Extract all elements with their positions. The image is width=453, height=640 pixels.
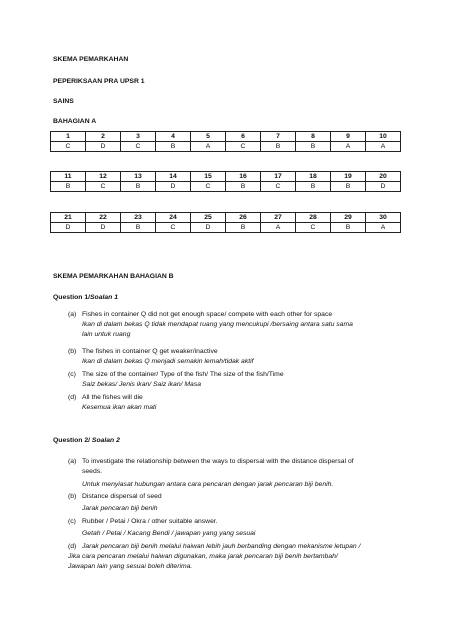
question-number: 7 [261, 132, 296, 142]
answer-malay: Jika cara pencaran melalui haiwan digunakan, maka jarak pencaran biji benih bertambah/ [68, 553, 338, 560]
answer-cell: C [86, 182, 121, 192]
question-number: 19 [331, 172, 366, 182]
question-number: 23 [121, 213, 156, 223]
question-number: 8 [296, 132, 331, 142]
table-row-numbers [51, 132, 401, 142]
question-number: 5 [191, 132, 226, 142]
answer-malay: Untuk menyiasat hubungan antara cara pencaran dengan jarak pencaran biji benih. [82, 481, 334, 488]
answer-malay: Jarak pencaran biji benih [82, 505, 158, 512]
question-number: 30 [366, 213, 401, 223]
question-1-heading [53, 294, 118, 301]
q2-item-b [68, 492, 408, 514]
answer-cell: D [86, 142, 121, 152]
answer-table-1 [50, 131, 401, 152]
question-number: 10 [366, 132, 401, 142]
answer-cell: A [261, 223, 296, 233]
answer-cell: C [261, 182, 296, 192]
answer-cell: B [51, 182, 86, 192]
question-number: 3 [121, 132, 156, 142]
answer-cell: B [331, 223, 366, 233]
table-row-answers [51, 142, 401, 152]
item-letter: (d) [68, 543, 77, 550]
q1-item-c [68, 370, 408, 390]
answer-table-2 [50, 171, 401, 192]
answer-cell: B [331, 182, 366, 192]
question-number: 13 [121, 172, 156, 182]
answer-english: To investigate the relationship between the ways to dispersal with the distance dispersal of [82, 458, 354, 465]
question-2-heading [53, 437, 120, 444]
question-number: 15 [191, 172, 226, 182]
answer-cell: A [366, 223, 401, 233]
answer-english: The fishes in container Q get weaker/inactive [82, 348, 218, 355]
answer-table-3 [50, 212, 401, 233]
question-number: 29 [331, 213, 366, 223]
q2-item-c [68, 517, 408, 539]
answer-english: Distance dispersal of seed [82, 493, 162, 500]
table-row-numbers [51, 213, 401, 223]
answer-malay: Saiz bekas/ Jenis ikan/ Saiz ikan/ Masa [82, 381, 202, 388]
answer-cell: D [366, 182, 401, 192]
question-number: 20 [366, 172, 401, 182]
item-letter: (b) [68, 493, 77, 500]
answer-malay: Getah / Petai / Kacang Bendi / jawapan yang yang sesuai [82, 530, 256, 537]
question-number: 1 [51, 132, 86, 142]
answer-cell: C [191, 182, 226, 192]
document-title: SKEMA PEMARKAHAN [53, 56, 129, 63]
question-number: 17 [261, 172, 296, 182]
answer-cell: C [156, 223, 191, 233]
question-number: 14 [156, 172, 191, 182]
question-1-label: Question 1/ [53, 294, 91, 301]
exam-name: PEPERIKSAAN PRA UPSR 1 [53, 78, 145, 85]
question-number: 21 [51, 213, 86, 223]
answer-cell: D [191, 223, 226, 233]
answer-malay: lain untuk ruang [82, 331, 131, 338]
question-number: 28 [296, 213, 331, 223]
q1-item-d [68, 393, 408, 413]
answer-cell: B [296, 142, 331, 152]
answer-cell: A [191, 142, 226, 152]
question-number: 11 [51, 172, 86, 182]
question-2-label: Question 2/ [53, 437, 92, 444]
q2-item-a [68, 457, 413, 490]
question-number: 26 [226, 213, 261, 223]
answer-cell: D [86, 223, 121, 233]
answer-english: The size of the container/ Type of the fish/ The size of the fish/Time [82, 371, 284, 378]
question-number: 9 [331, 132, 366, 142]
answer-cell: B [261, 142, 296, 152]
soalan-2-label: Soalan 2 [91, 437, 120, 444]
soalan-1-label: Soalan 1 [90, 294, 118, 301]
item-letter: (d) [68, 394, 77, 401]
answer-cell: D [51, 223, 86, 233]
answer-cell: A [366, 142, 401, 152]
question-number: 4 [156, 132, 191, 142]
answer-cell: C [296, 223, 331, 233]
section-a-title: BAHAGIAN A [53, 118, 97, 125]
question-number: 24 [156, 213, 191, 223]
answer-cell: B [121, 182, 156, 192]
answer-cell: C [226, 142, 261, 152]
answer-english: Fishes in container Q did not get enough space/ compete with each other for space [82, 311, 333, 318]
answer-malay: Ikan di dalam bekas Q tidak mendapat ruang yang mencukupi /bersaing antara satu sama [82, 321, 353, 328]
q1-item-b [68, 347, 408, 367]
question-number: 22 [86, 213, 121, 223]
answer-cell: D [156, 182, 191, 192]
question-number: 12 [86, 172, 121, 182]
answer-english: seeds. [82, 468, 103, 475]
answer-malay: Jarak pencaran biji benih melalui haiwan lebih jauh berbanding dengan mekanisme letupan / [82, 543, 361, 550]
answer-cell: B [156, 142, 191, 152]
question-number: 25 [191, 213, 226, 223]
question-number: 2 [86, 132, 121, 142]
question-number: 16 [226, 172, 261, 182]
subject-name: SAINS [53, 98, 74, 105]
q1-item-a [68, 310, 408, 340]
item-letter: (c) [68, 518, 76, 525]
answer-cell: C [51, 142, 86, 152]
answer-malay: Kesemua ikan akan mati [82, 404, 157, 411]
question-number: 18 [296, 172, 331, 182]
answer-cell: B [121, 223, 156, 233]
answer-cell: B [226, 182, 261, 192]
answer-malay: Jawapan lain yang sesuai boleh diterima. [68, 563, 193, 570]
item-letter: (a) [68, 458, 77, 465]
item-letter: (b) [68, 348, 77, 355]
answer-malay: Ikan di dalam bekas Q menjadi semakin lemah/tidak aktif [82, 358, 254, 365]
question-number: 6 [226, 132, 261, 142]
section-b-title: SKEMA PEMARKAHAN BAHAGIAN B [53, 273, 174, 280]
answer-english: All the fishes will die [82, 394, 143, 401]
answer-english: Rubber / Petai / Okra / other suitable answer. [82, 518, 218, 525]
item-letter: (c) [68, 371, 76, 378]
answer-cell: A [331, 142, 366, 152]
q2-item-d [68, 542, 413, 572]
answer-cell: B [296, 182, 331, 192]
answer-cell: B [226, 223, 261, 233]
item-letter: (a) [68, 311, 77, 318]
table-row-answers [51, 223, 401, 233]
question-number: 27 [261, 213, 296, 223]
table-row-numbers [51, 172, 401, 182]
answer-cell: C [121, 142, 156, 152]
table-row-answers [51, 182, 401, 192]
